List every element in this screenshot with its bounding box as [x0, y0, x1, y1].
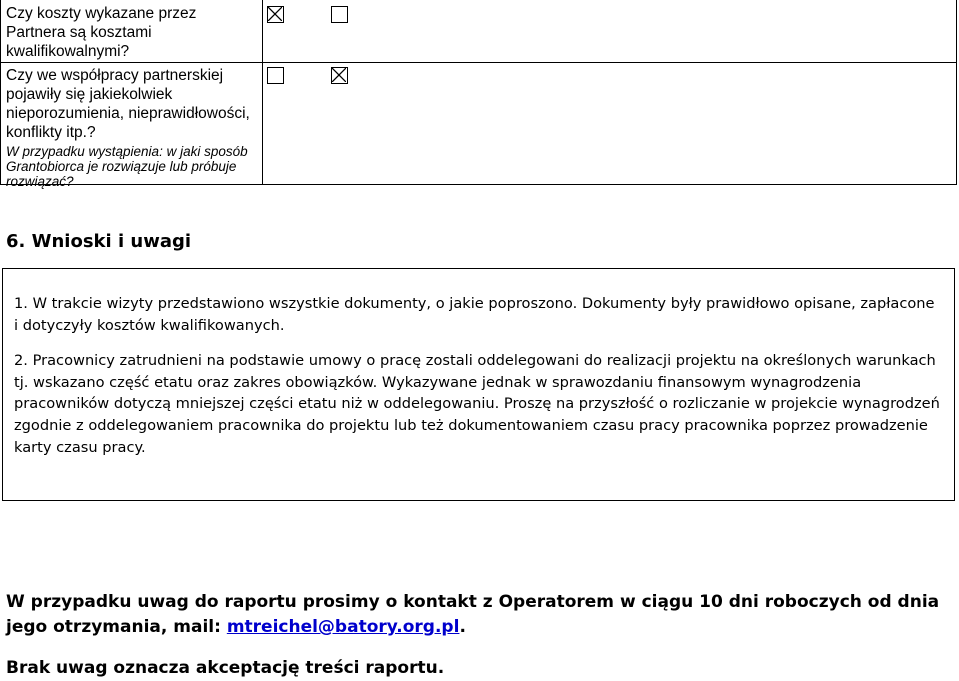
- contact-text: W przypadku uwag do raportu prosimy o kontakt z Operatorem w ciągu 10 dni roboczych od dnia jego otrzymania, mail:: [6, 592, 940, 637]
- question-1-yes-checkbox[interactable]: [267, 6, 284, 23]
- question-1-no-checkbox[interactable]: [331, 6, 348, 23]
- email-link[interactable]: mtreichel@batory.org.pl: [226, 617, 460, 637]
- question-2-text: Czy we współpracy partnerskiej pojawiły się jakiekolwiek nieporozumienia, nieprawidłowości, konflikty itp.?: [6, 67, 250, 141]
- table-border-right: [956, 0, 957, 184]
- question-2-yes-checkbox[interactable]: [267, 67, 284, 84]
- conclusion-paragraph-1: 1. W trakcie wizyty przedstawiono wszystkie dokumenty, o jakie poproszono. Dokumenty były prawidłowo opisane, zapłacone i dotyczyły kosztów kwalifikowanych.: [14, 295, 935, 334]
- table-divider: [262, 0, 263, 184]
- section-title: 6. Wnioski i uwagi: [6, 231, 192, 252]
- acceptance-note: Brak uwag oznacza akceptację treści raportu.: [6, 658, 445, 678]
- contact-end: .: [459, 617, 466, 637]
- contact-note: [6, 590, 951, 640]
- conclusion-paragraph-2: 2. Pracownicy zatrudnieni na podstawie umowy o pracę zostali oddelegowani do realizacji projektu na określonych warunkach tj. wskazano część etatu oraz zakres obowiązków. Wykazywane jednak w sprawozdaniu finansowym wynagrodzenia pracowników dotyczą mniejszej części etatu niż w oddelegowaniu. Proszę na przyszłość o rozliczanie w projekcie wynagrodzeń zgodnie z oddelegowaniem pracownika do projektu lub też dokumentowaniem czasu pracy pracownika poprzez prowadzenie karty czasu pracy.: [14, 352, 940, 456]
- question-1-text: Czy koszty wykazane przez Partnera są kosztami kwalifikowalnymi?: [6, 5, 197, 60]
- table-border-left: [0, 0, 1, 184]
- question-2-no-checkbox[interactable]: [331, 67, 348, 84]
- question-2-followup: W przypadku wystąpienia: w jaki sposób Grantobiorca je rozwiązuje lub próbuje rozwiązać?: [6, 144, 248, 189]
- row-divider: [0, 62, 957, 63]
